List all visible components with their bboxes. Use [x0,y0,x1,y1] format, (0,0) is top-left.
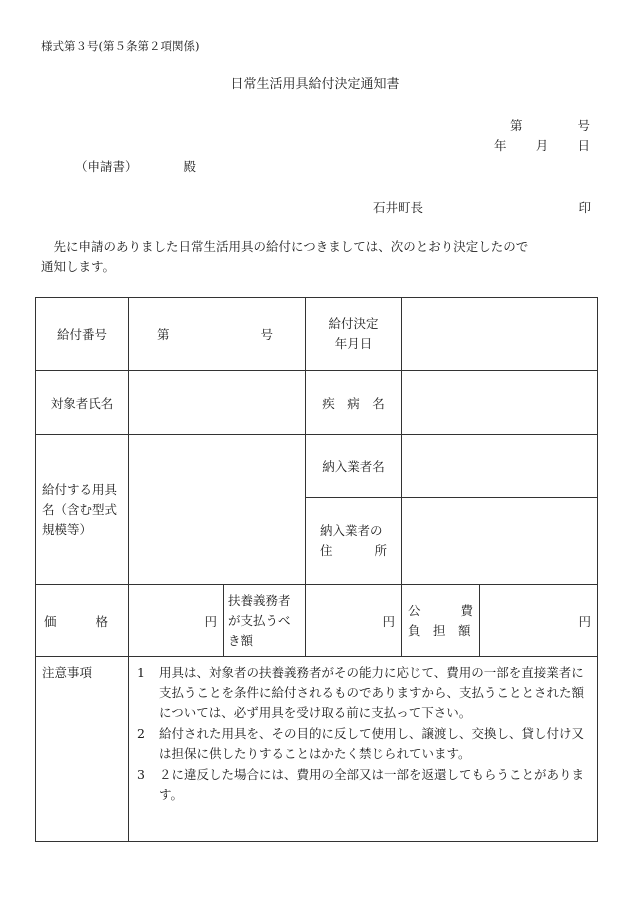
supplier-address-label-line2 [320,541,387,561]
price-field[interactable] [129,585,224,657]
document-title: 日常生活用具給付決定通知書 [230,77,400,92]
public-expense-label-line2: 負 担 額 [408,622,471,638]
price-label-char-2: 格 [95,613,108,629]
note-item [137,663,591,723]
supporter-payment-label [224,585,306,657]
public-expense-label-line1 [408,601,473,621]
grant-number-field[interactable] [129,298,306,371]
document-number-line [510,117,590,135]
number-suffix: 号 [577,118,590,133]
price-label-char-1: 価 [44,613,57,629]
note-number: 1 [137,665,145,680]
public-expense-field[interactable] [480,585,598,657]
grant-number-suffix: 号 [260,327,273,342]
grant-table [35,297,598,842]
table-row [36,585,598,657]
intro-text [41,237,601,277]
date-day: 日 [577,138,590,153]
disease-field[interactable] [402,371,598,435]
decision-date-label-line1: 給付決定 [328,316,379,331]
public-label-char-2: 費 [460,602,473,618]
supplier-address-field[interactable] [402,498,598,585]
decision-date-label-line2: 年月日 [334,336,373,351]
decision-date-field[interactable] [402,298,598,371]
number-prefix: 第 [510,118,523,133]
public-label-char-1: 公 [408,602,421,618]
supporter-label-line2: が支払うべ [228,612,291,628]
supporter-label-line3: き額 [228,632,254,648]
supplier-address-char-2: 所 [374,543,387,558]
note-text: ２に違反した場合には、費用の全部又は一部を返還してもらうことがあります。 [159,767,585,802]
issuer-name: 石井町長 [373,200,424,215]
intro-line-2: 通知します。 [41,259,116,274]
notes-label: 注意事項 [36,657,129,842]
subject-name-label: 対象者氏名 [36,371,129,435]
item-name-label [36,435,129,585]
applicant-label: （申請書） [75,159,138,174]
intro-line-1: 先に申請のありました日常生活用具の給付につきましては、次のとおり決定したので [41,239,529,254]
table-row [36,371,598,435]
supplier-name-label: 納入業者名 [306,435,402,498]
item-label-line1: 給付する用具 [42,481,118,497]
note-number: 2 [137,726,145,741]
date-year: 年 [494,138,507,153]
table-row [36,657,598,842]
decision-date-label [306,298,402,371]
note-text: 給付された用具を、その目的に反して使用し、譲渡し、交換し、貸し付け又は担保に供したりすることはかたく禁じられています。 [159,726,585,761]
table-row [36,298,598,371]
supporter-payment-field[interactable] [306,585,402,657]
public-expense-label [402,585,480,657]
disease-label: 疾 病 名 [306,371,402,435]
supplier-address-char-1: 住 [320,543,333,558]
supporter-label-line1: 扶養義務者 [228,592,291,608]
date-month: 月 [535,138,549,153]
form-number: 様式第３号(第５条第２項関係) [41,39,200,53]
issuer-line [373,199,591,217]
note-number: 3 [137,767,145,782]
public-yen-unit: 円 [578,613,591,629]
note-text: 用具は、対象者の扶養義務者がその能力に応じて、費用の一部を直接業者に支払うことを条件に給付されるものでありますから、支払うこととされた額については、必ず用具を受け取る前に支払って下さい。 [159,665,585,720]
table-row [36,435,598,498]
item-label-line3: 規模等） [42,521,93,537]
supporter-yen-unit: 円 [382,613,395,629]
price-label [36,585,129,657]
grant-number-label: 給付番号 [36,298,129,371]
addressee-line [75,158,196,176]
price-yen-unit: 円 [204,613,217,629]
note-item [137,724,591,764]
item-label-line2: 名（含む型式 [42,501,118,517]
supplier-name-field[interactable] [402,435,598,498]
supplier-address-label-line1: 納入業者の [320,523,383,538]
seal-mark: 印 [578,200,591,215]
item-name-field[interactable] [129,435,306,585]
subject-name-field[interactable] [129,371,306,435]
grant-number-prefix: 第 [157,327,170,342]
notes-list [129,657,598,842]
note-item [137,765,591,805]
supplier-address-label [306,498,402,585]
document-date-line [494,137,590,155]
honorific: 殿 [183,159,197,174]
